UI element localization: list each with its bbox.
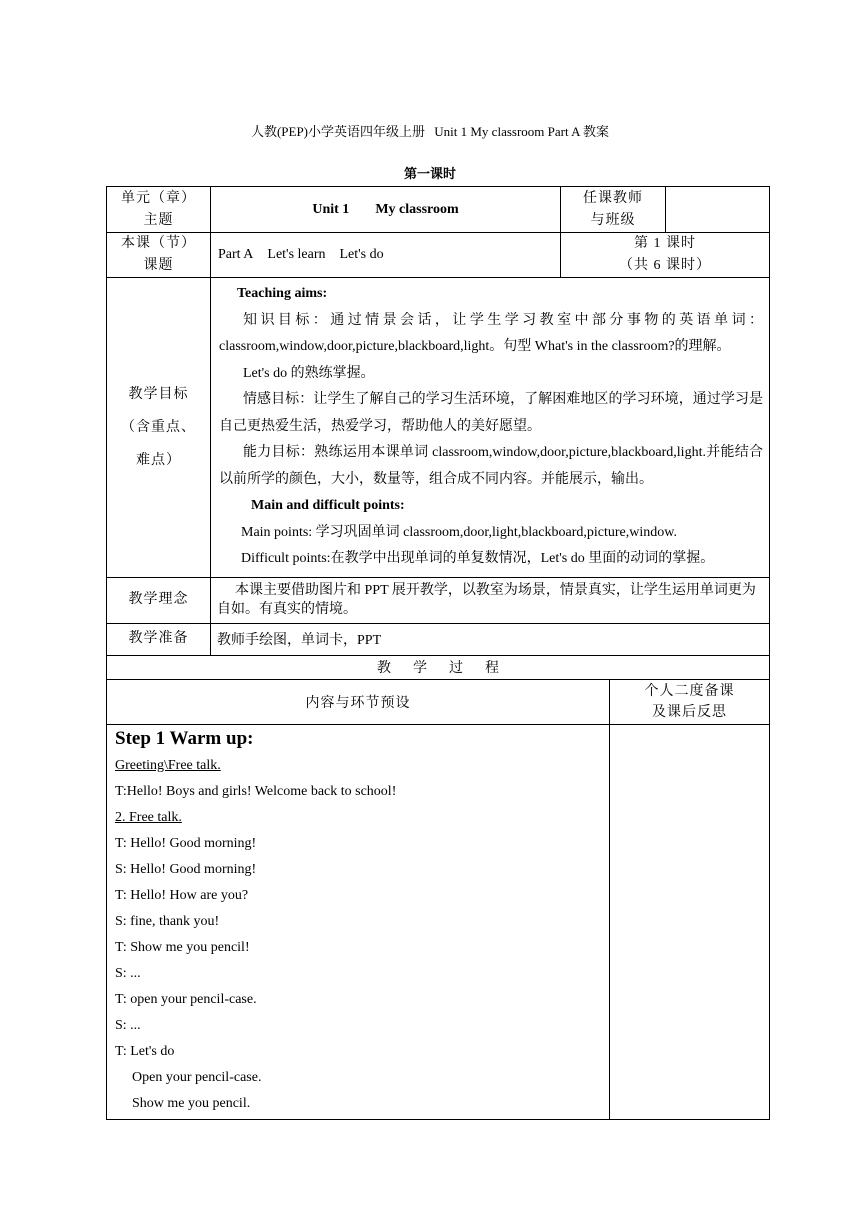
lesson-label-line2: 课题 <box>143 258 174 273</box>
step-line: S: ... <box>115 965 141 981</box>
lesson-topic-cell <box>211 233 561 278</box>
points-heading: Main and difficult points: <box>251 498 405 513</box>
teacher-label-cell <box>561 187 666 233</box>
content-label: 内容与环节预设 <box>107 679 610 724</box>
steps-cell <box>107 724 610 1119</box>
step-line: S: fine, thank you! <box>115 913 220 929</box>
title-cn: 人教(PEP)小学英语四年级上册 <box>250 124 426 139</box>
unit-label-cell <box>107 187 211 233</box>
step-line: T: open your pencil-case. <box>115 991 257 1007</box>
step-line: T: Show me you pencil! <box>115 939 250 955</box>
lesson-plan-table <box>106 186 770 1120</box>
goals-row <box>107 278 770 578</box>
concept-row <box>107 577 770 623</box>
lesson-part: Part A <box>218 247 254 262</box>
concept-cell <box>211 577 770 623</box>
step-line: T: Hello! How are you? <box>115 887 249 903</box>
prep-label: 教学准备 <box>107 623 211 655</box>
reflection-cell <box>610 724 770 1119</box>
lesson-do: Let's do <box>339 247 384 262</box>
step-line: 2. Free talk. <box>115 809 182 825</box>
unit-title-number: Unit 1 <box>312 201 350 217</box>
teacher-value-cell <box>666 187 770 233</box>
process-subheader-row <box>107 679 770 724</box>
lesson-row <box>107 233 770 278</box>
aims-knowledge: 知识目标：通过情景会话，让学生学习教室中部分事物的英语单词：classroom,window,door,picture,blackboard,light。句型 What's in the classroom?的理解。 <box>219 312 764 354</box>
step-line: S: ... <box>115 1017 141 1033</box>
aims-heading: Teaching aims: <box>237 286 328 301</box>
reflect-label-cell <box>610 679 770 724</box>
unit-title-name: My classroom <box>375 201 459 217</box>
step-line: T: Hello! Good morning! <box>115 835 257 851</box>
reflect-label-line1: 个人二度备课 <box>644 683 735 699</box>
unit-label-line1: 单元（章） <box>121 190 196 206</box>
reflect-label-line2: 及课后反思 <box>652 704 728 720</box>
lesson-label-cell <box>107 233 211 278</box>
goals-content-cell <box>211 278 770 578</box>
step-line: T: Let's do <box>115 1043 175 1059</box>
goals-label-cell <box>107 278 211 578</box>
goals-label-line1: 教学目标 <box>128 386 189 402</box>
step-line: Greeting\Free talk. <box>115 757 221 773</box>
lesson-learn: Let's learn <box>267 247 326 262</box>
main-points: Main points: 学习巩固单词 classroom,door,light,blackboard,picture,window. <box>241 524 677 540</box>
goals-label-line2: （含重点、 <box>121 419 196 435</box>
concept-label: 教学理念 <box>107 577 211 623</box>
period-total: （共 6 课时） <box>619 258 712 273</box>
unit-row <box>107 187 770 233</box>
process-label: 教学过程 <box>107 655 770 679</box>
aims-knowledge-2: Let's do 的熟练掌握。 <box>243 365 375 381</box>
prep-row <box>107 623 770 655</box>
period-cell <box>561 233 770 278</box>
title-en: Unit 1 My classroom Part A 教案 <box>434 124 610 139</box>
step-heading: Step 1 Warm up: <box>115 727 254 749</box>
lesson-label-line1: 本课（节） <box>121 236 196 251</box>
step-line: Open your pencil-case. <box>132 1069 262 1085</box>
lesson-number-title: 第一课时 <box>403 166 456 181</box>
teacher-label-line2: 与班级 <box>590 212 636 228</box>
teacher-label-line1: 任课教师 <box>583 190 644 206</box>
concept-text: 本课主要借助图片和 PPT 展开教学，以教室为场景，情景真实，让学生运用单词更为自如。有真实的情境。 <box>217 583 756 617</box>
unit-title-cell <box>211 187 561 233</box>
step-line: Show me you pencil. <box>132 1095 251 1111</box>
prep-text: 教师手绘图，单词卡，PPT <box>211 623 770 655</box>
steps-row <box>107 724 770 1119</box>
goals-label-line3: 难点） <box>136 452 181 468</box>
aims-emotion: 情感目标：让学生了解自己的学习生活环境，了解困难地区的学习环境，通过学习是自己更热爱生活，热爱学习，帮助他人的美好愿望。 <box>219 392 764 434</box>
process-row <box>107 655 770 679</box>
step-line: T:Hello! Boys and girls! Welcome back to school! <box>115 783 397 799</box>
unit-label-line2: 主题 <box>143 212 174 228</box>
aims-ability: 能力目标：熟练运用本课单词 classroom,window,door,picture,blackboard,light.并能结合以前所学的颜色，大小，数量等，组合成不同内容。并能展示，输出。 <box>219 445 764 487</box>
period-current: 第 1 课时 <box>634 236 697 251</box>
difficult-points: Difficult points:在教学中出现单词的单复数情况，Let's do 里面的动词的掌握。 <box>241 551 715 566</box>
document-title <box>0 121 860 140</box>
step-line: S: Hello! Good morning! <box>115 861 257 877</box>
